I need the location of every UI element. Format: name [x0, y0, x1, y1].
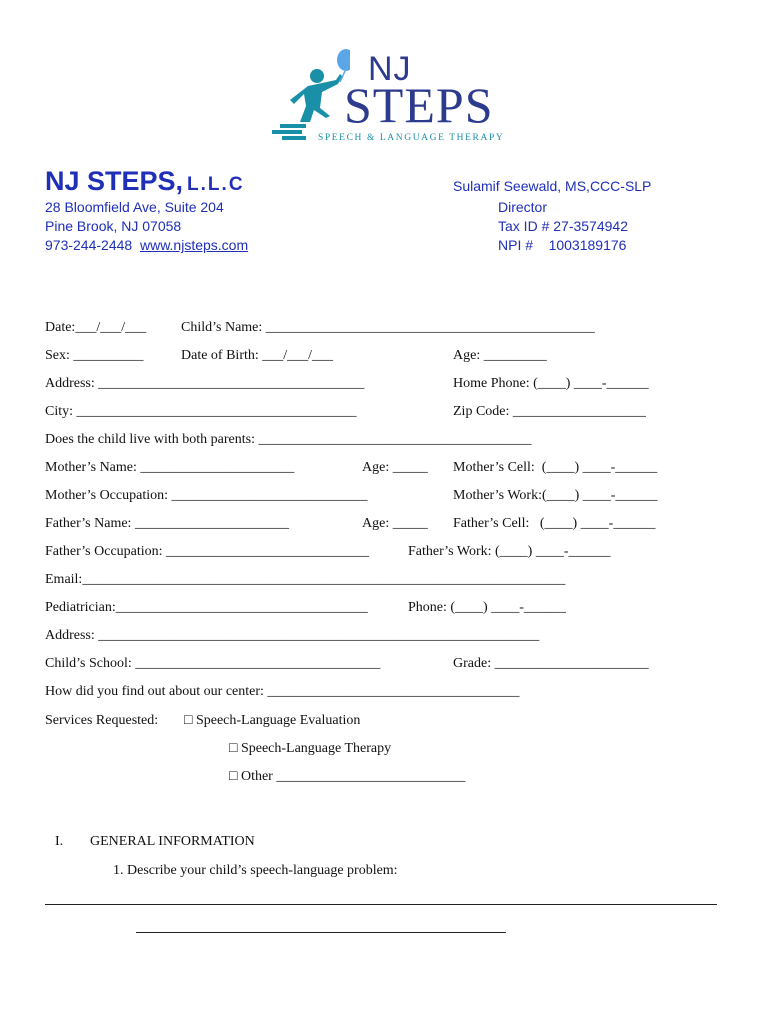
sex-field[interactable]: Sex: __________	[45, 348, 144, 363]
company-suffix-text: L.L.C	[187, 174, 245, 195]
section-title: GENERAL INFORMATION	[90, 834, 255, 849]
city-field[interactable]: City: ________________________________________	[45, 404, 357, 419]
logo-steps-text: STEPS	[344, 77, 494, 133]
fathers-occupation-field[interactable]: Father’s Occupation: _____________________________	[45, 544, 370, 559]
fathers-cell-field[interactable]: Father’s Cell: (____) ____-______	[453, 516, 656, 531]
contact-title: Director	[498, 199, 548, 215]
home-phone-field[interactable]: Home Phone: (____) ____-______	[453, 376, 649, 391]
logo-nj-text: NJ	[368, 50, 412, 88]
mothers-work-field[interactable]: Mother’s Work:(____) ____-______	[453, 488, 658, 503]
company-name-text: NJ STEPS,	[45, 166, 184, 196]
section-numeral: I.	[55, 834, 64, 849]
logo-tagline: SPEECH & LANGUAGE THERAPY	[318, 133, 505, 143]
service-other-checkbox[interactable]: □ Other ___________________________	[229, 769, 466, 784]
school-field[interactable]: Child’s School: ___________________________________	[45, 656, 381, 671]
childs-name-field[interactable]: Child’s Name: _______________________________________________	[181, 320, 595, 335]
fathers-name-field[interactable]: Father’s Name: ______________________	[45, 516, 289, 531]
website-link[interactable]: www.njsteps.com	[139, 237, 249, 253]
mothers-age-field[interactable]: Age: _____	[362, 460, 428, 475]
answer-line-1[interactable]	[45, 904, 717, 905]
grade-field[interactable]: Grade: ______________________	[453, 656, 649, 671]
answer-line-2[interactable]	[136, 932, 506, 933]
address-line1: 28 Bloomfield Ave, Suite 204	[45, 199, 224, 215]
service-evaluation-checkbox[interactable]: □ Speech-Language Evaluation	[184, 713, 361, 728]
zip-field[interactable]: Zip Code: ___________________	[453, 404, 646, 419]
fathers-age-field[interactable]: Age: _____	[362, 516, 428, 531]
logo	[270, 42, 510, 152]
dob-field[interactable]: Date of Birth: ___/___/___	[181, 348, 334, 363]
pediatrician-address-field[interactable]: Address: _______________________________________________________________	[45, 628, 540, 643]
services-label: Services Requested:	[45, 713, 159, 728]
address-field[interactable]: Address: ______________________________________	[45, 376, 365, 391]
mothers-name-field[interactable]: Mother’s Name: ______________________	[45, 460, 295, 475]
service-therapy-checkbox[interactable]: □ Speech-Language Therapy	[229, 741, 392, 756]
find-center-field[interactable]: How did you find out about our center: ____________________________________	[45, 684, 520, 699]
logo-figure-icon	[270, 42, 350, 142]
date-field[interactable]: Date:___/___/___	[45, 320, 147, 335]
phone-number: 973-244-2448	[45, 237, 133, 253]
email-field[interactable]: Email:_____________________________________________________________________	[45, 572, 566, 587]
fathers-work-field[interactable]: Father’s Work: (____) ____-______	[408, 544, 611, 559]
mothers-cell-field[interactable]: Mother’s Cell: (____) ____-______	[453, 460, 658, 475]
pediatrician-field[interactable]: Pediatrician:____________________________________	[45, 600, 368, 615]
contact-line	[45, 237, 248, 253]
contact-name: Sulamif Seewald, MS,CCC-SLP	[453, 178, 652, 194]
question-1: 1. Describe your child’s speech-language problem:	[113, 863, 398, 878]
age-field[interactable]: Age: _________	[453, 348, 547, 363]
npi-number: NPI # 1003189176	[498, 237, 627, 253]
address-line2: Pine Brook, NJ 07058	[45, 218, 182, 234]
tax-id: Tax ID # 27-3574942	[498, 218, 628, 234]
pediatrician-phone-field[interactable]: Phone: (____) ____-______	[408, 600, 566, 615]
both-parents-field[interactable]: Does the child live with both parents: _______________________________________	[45, 432, 532, 447]
company-name	[45, 166, 245, 197]
mothers-occupation-field[interactable]: Mother’s Occupation: ____________________________	[45, 488, 368, 503]
